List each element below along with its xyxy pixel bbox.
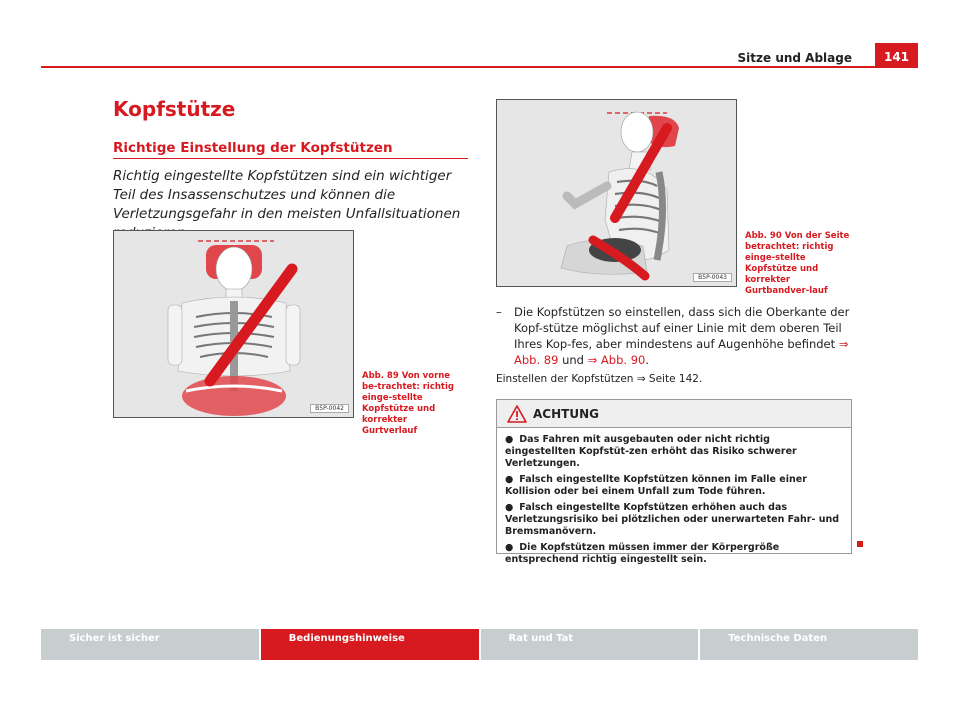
footer-tab-bedienungshinweise[interactable]: Bedienungshinweise: [261, 629, 479, 660]
step-text: Die Kopfstützen so einstellen, dass sich die Oberkante der Kopf-stütze möglichst auf einer Linie mit dem oberen Teil Ihres Kop-fes, aber mindestens auf Augenhöhe befindet: [514, 305, 850, 351]
section-rule: [113, 158, 468, 159]
figure-code: B5P-0042: [310, 404, 349, 413]
header-rule: [41, 66, 918, 68]
figure-code: B5P-0043: [693, 273, 732, 282]
figure-89-link[interactable]: ⇒ Abb. 89: [514, 337, 849, 367]
footer-nav: [41, 629, 918, 660]
step-end: .: [645, 353, 649, 367]
footer-tab-rat-und-tat[interactable]: Rat und Tat: [481, 629, 699, 660]
warning-title: ACHTUNG: [533, 407, 599, 421]
intro-text: Richtig eingestellte Kopfstützen sind ein wichtiger Teil des Insassenschutzes und können die Verletzungsgefahr in den meisten Unfallsituationen: [113, 168, 461, 222]
running-header: Sitze und Ablage: [737, 51, 852, 65]
warning-list: [497, 428, 851, 566]
page-number: 141: [875, 43, 918, 68]
footer-tab-technische-daten[interactable]: Technische Daten: [700, 629, 918, 660]
step-dash: –: [496, 305, 502, 319]
footer-tab-sicher-ist-sicher[interactable]: Sicher ist sicher: [41, 629, 259, 660]
step-text-block: [496, 304, 856, 368]
front-view-illustration: [114, 231, 354, 418]
warning-item: ● Das Fahren mit ausgebauten oder nicht richtig eingestellten Kopfstüt-zen erhöht das Risiko schwerer Verletzungen.: [505, 434, 797, 469]
figure-90-side-view: [496, 99, 737, 287]
figure-90-caption: Abb. 90 Von der Seite betrachtet: richtig einge-stellte Kopfstütze und korrekter Gurtbandver-lauf: [745, 231, 850, 296]
warning-header: [497, 400, 851, 428]
see-also-reference[interactable]: Einstellen der Kopfstützen ⇒ Seite 142.: [496, 373, 703, 385]
section-title: Richtige Einstellung der Kopfstützen: [113, 140, 393, 156]
figure-90-link[interactable]: ⇒ Abb. 90: [587, 353, 646, 367]
warning-item: ● Die Kopfstützen müssen immer der Körpergröße entsprechend richtig eingestellt sein.: [505, 542, 780, 565]
section-end-marker: [857, 541, 863, 547]
instruction-step: [496, 304, 856, 368]
warning-triangle-icon: [507, 405, 527, 423]
figure-89-front-view: [113, 230, 354, 418]
step-connector: und: [558, 353, 588, 367]
chapter-title: Kopfstütze: [113, 97, 236, 121]
warning-box: [496, 399, 852, 565]
warning-item: ● Falsch eingestellte Kopfstützen erhöhen auch das Verletzungsrisiko bei plötzlichen oder unerwarteten Fahr- und Bremsmanövern.: [505, 502, 840, 537]
warning-item: ● Falsch eingestellte Kopfstützen können im Falle einer Kollision oder bei einem Unfall zum Tode führen.: [505, 474, 807, 497]
figure-89-caption: Abb. 89 Von vorne be-trachtet: richtig einge-stellte Kopfstütze und korrekter Gurtverlauf: [362, 371, 454, 436]
side-view-illustration: [497, 100, 737, 287]
